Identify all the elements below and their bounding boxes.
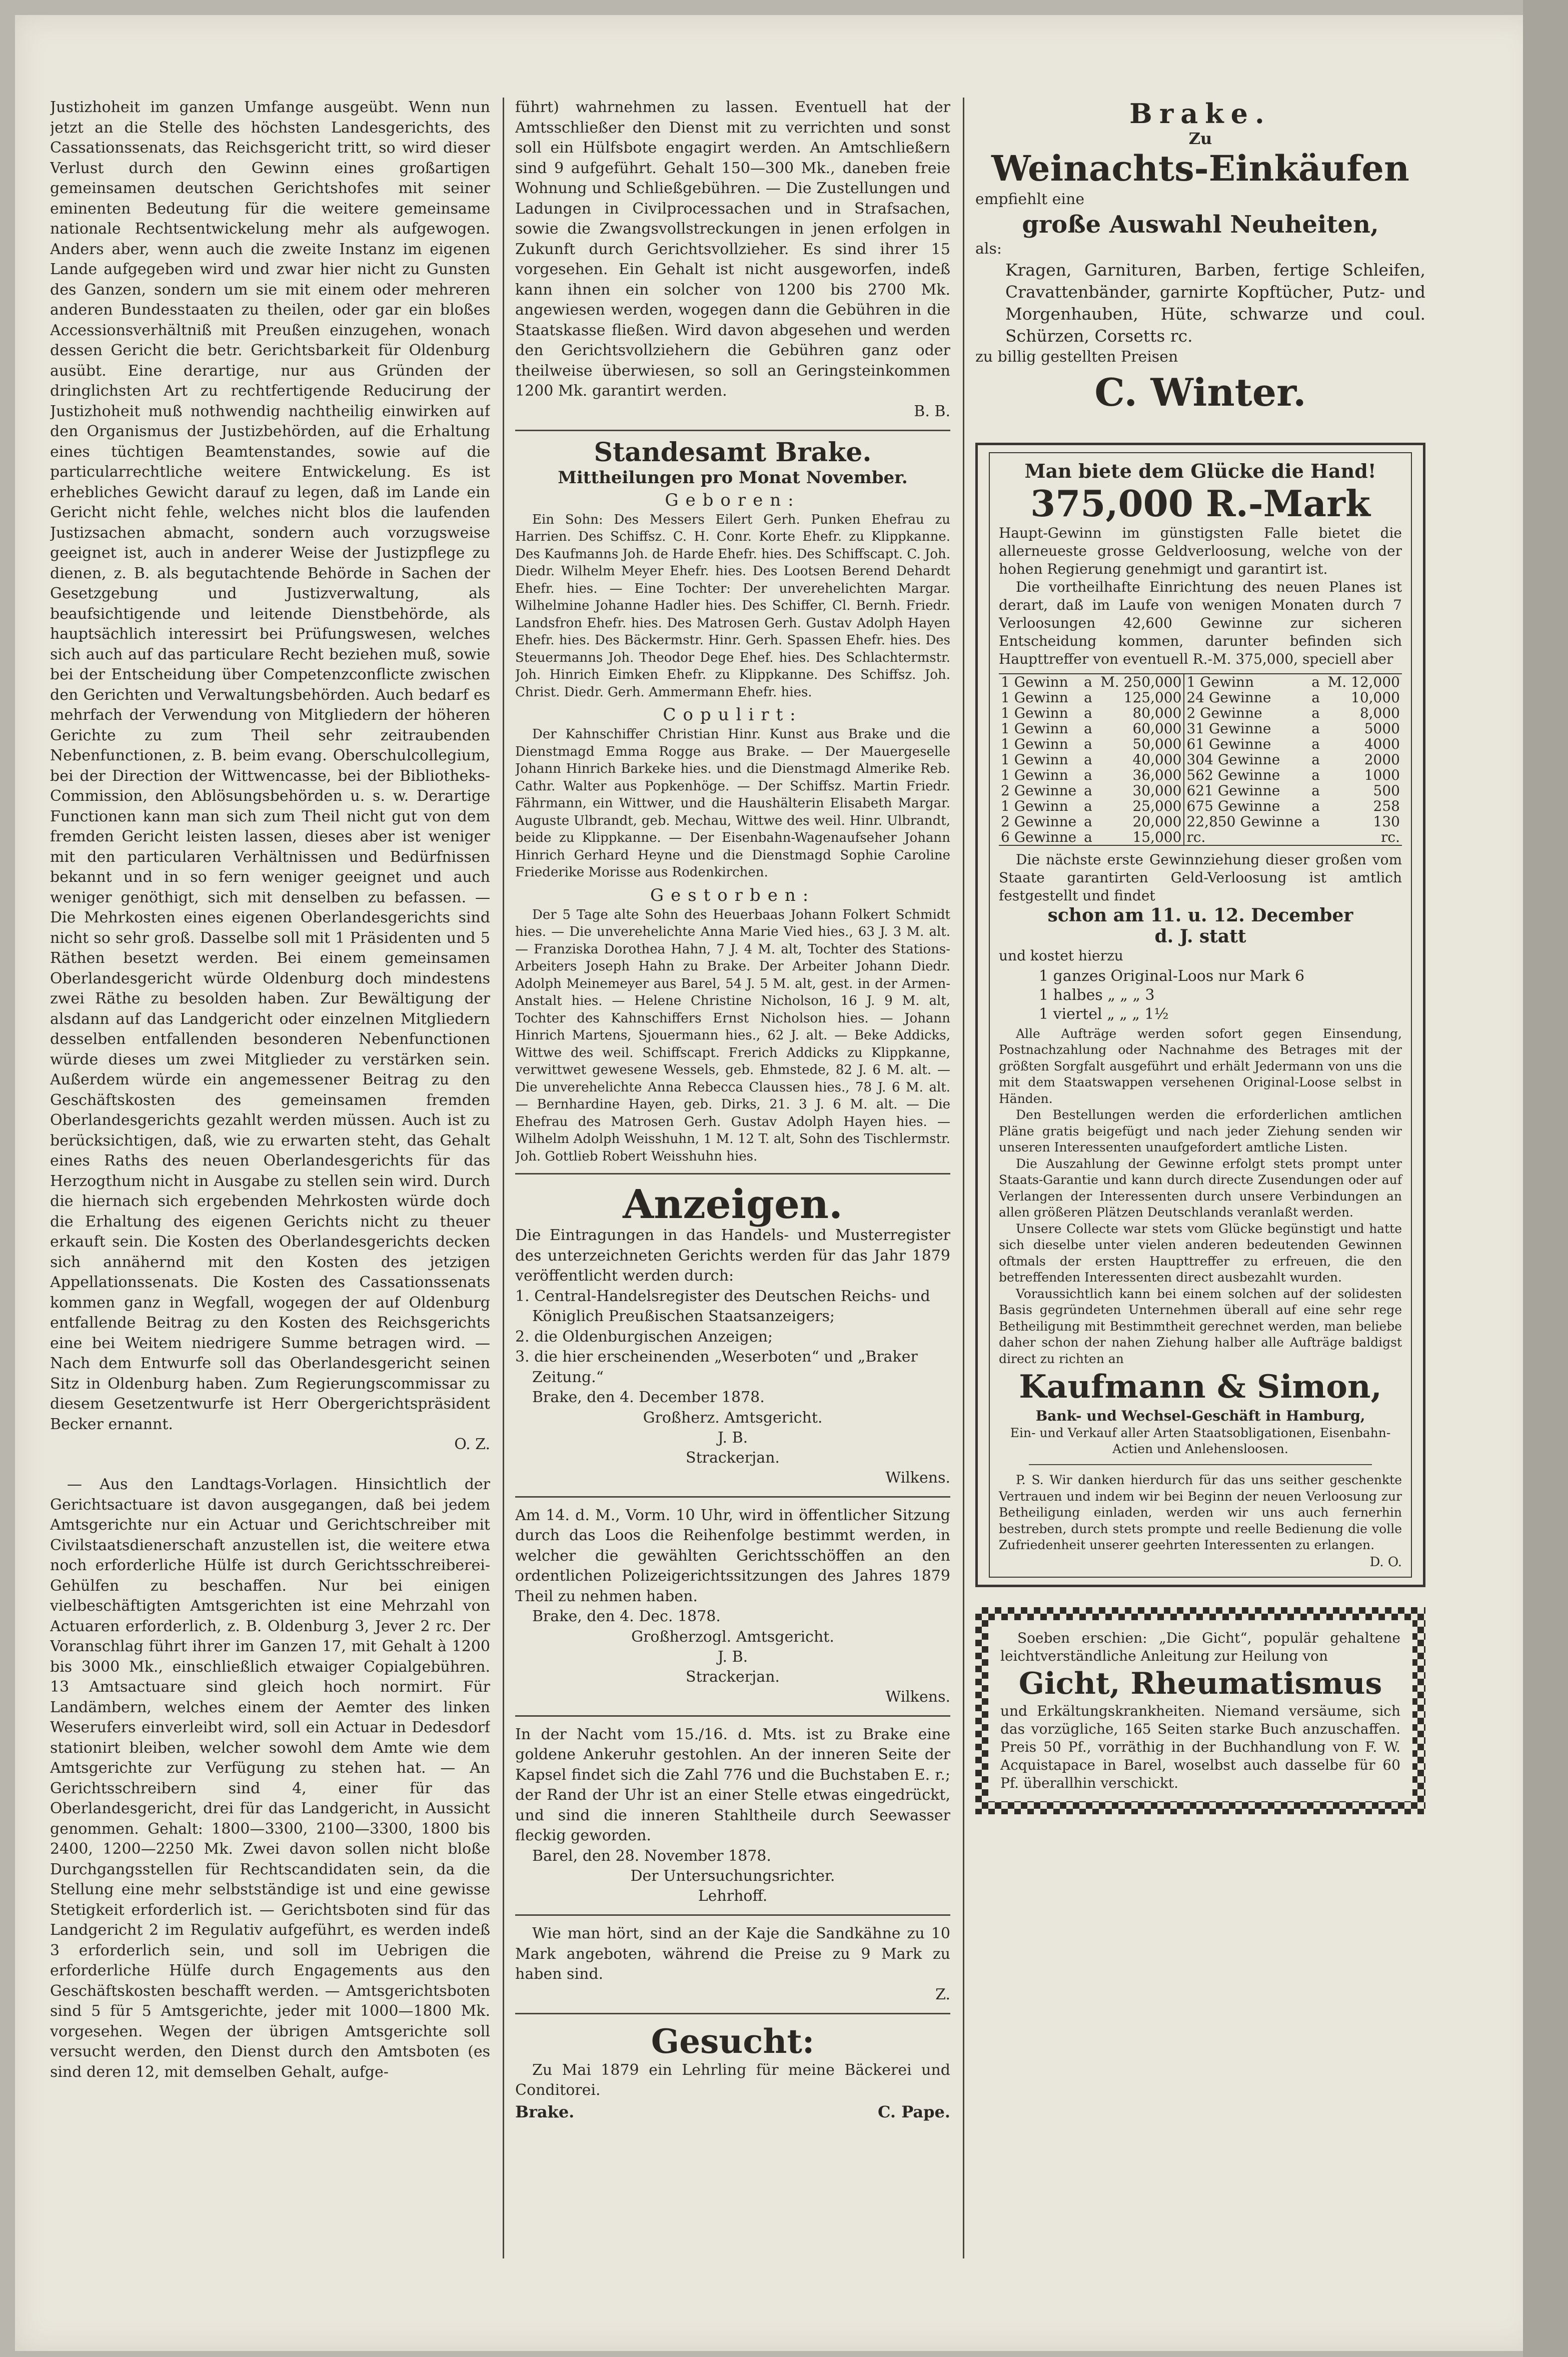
- ad-place-title: Brake.: [1129, 98, 1271, 130]
- prize-cell: 1 Gewinn: [1001, 766, 1068, 783]
- prize-cell: 562 Gewinne: [1184, 767, 1309, 783]
- ad-subheadline: große Auswahl Neuheiten,: [1022, 210, 1379, 239]
- gicht-title: Gicht, Rheumatismus: [1018, 1666, 1382, 1701]
- prize-row: [999, 829, 1402, 845]
- ad-title: Gesucht:: [651, 2021, 815, 2061]
- divider: [515, 430, 950, 431]
- prize-cell: 15,000: [1132, 828, 1182, 845]
- prize-cell: 500: [1373, 782, 1400, 799]
- article-signature: O. Z.: [454, 1436, 490, 1453]
- prize-table: [999, 673, 1402, 846]
- prize-cell: 2000: [1364, 751, 1400, 768]
- divider: [515, 1173, 950, 1174]
- ad-merchant-name: C. Winter.: [1094, 370, 1306, 415]
- section-title: Standesamt Brake.: [594, 437, 872, 468]
- column-rule: [503, 98, 504, 2258]
- prize-cell: a: [1084, 735, 1092, 752]
- section-title: Anzeigen.: [623, 1181, 843, 1228]
- prize-cell: 2 Gewinne: [1001, 813, 1077, 830]
- lottery-date: schon am 11. u. 12. December: [1047, 904, 1353, 926]
- notice-text: Der 5 Tage alte Sohn des Heuerbaas Johann Folkert Schmidt hies. — Die unverehelichte Anna Marie Vied hies., 63 J. 3 M. alt. — Franziska Dorothea Hahn, 7 J. 4 M. alt, Tochter des Stations-Arbeiters Joseph Hahn zu Brake. Der Arbeiter Johann Diedr. Adolph Meinemeyer aus Barel, 54 J. 5 M. alt, gest. in der Armen-Anstalt hies. — Helene Christine Nicholson, 16 J. 9 M. alt, Tochter des Kahnschiffers Ernst Nicholson hies. — Johann Hinrich Martens, Sjouermann hies., 62 J. alt. — Beke Addicks, Wittwe des weil. Schiffscapt. Frerich Addicks zu Klippkanne, verwittwet gewesene Wessels, geb. Ehmstede, 82 J. 6 M. alt. — Die unverehelichte Anna Rebecca Claussen hies., 78 J. 6 M. alt. — Bernhardine Hayen, geb. Dirks, 21. 3 J. 6 M. alt. — Die Ehefrau des Matrosen Gerh. Gustav Adolph Hayen hies. — Wilhelm Adolph Weisshuhn, 1 M. 12 T. alt, Sohn des Tischlermstr. Joh. Gottlieb Robert Weisshuhn hies.: [515, 907, 950, 1164]
- ad-text: als:: [975, 240, 1002, 258]
- prize-cell: 675 Gewinne: [1184, 798, 1309, 814]
- prize-row: [999, 674, 1402, 690]
- firm-subtitle: Bank- und Wechsel-Geschäft in Hamburg,: [1035, 1408, 1365, 1424]
- left-column: [50, 98, 490, 2082]
- lottery-headline: Man biete dem Glücke die Hand!: [1024, 459, 1376, 482]
- prize-cell: 2 Gewinne: [1184, 705, 1309, 721]
- prize-cell: a: [1311, 766, 1320, 783]
- prize-cell: a: [1084, 751, 1092, 768]
- firm-name: Kaufmann & Simon,: [1019, 1368, 1382, 1406]
- prize-cell: 2 Gewinne: [1001, 782, 1077, 799]
- prize-cell: a: [1311, 704, 1320, 721]
- subhead: Copulirt:: [663, 705, 803, 725]
- ad-zu: Zu: [1188, 129, 1212, 148]
- ad-text: empfiehlt eine: [975, 191, 1085, 208]
- ad-text: Zu Mai 1879 ein Lehrling für meine Bäckerei und Conditorei.: [515, 2061, 950, 2099]
- prize-cell: 1 Gewinn: [1001, 797, 1068, 814]
- ad-name: Wilkens.: [885, 1688, 950, 1706]
- prize-cell: rc.: [1184, 829, 1309, 845]
- prize-row: [999, 798, 1402, 814]
- ad-list-item: 1. Central-Handelsregister des Deutschen Reichs- und Königlich Preußischen Staatsanzeigers;: [515, 1287, 930, 1325]
- ad-text: zu billig gestellten Preisen: [975, 348, 1178, 366]
- prize-cell: 22,850 Gewinne: [1184, 814, 1309, 829]
- right-column: [975, 98, 1425, 1814]
- prize-cell: 1 Gewinn: [1001, 673, 1068, 690]
- ad-role: Der Untersuchungsrichter.: [630, 1867, 835, 1885]
- subhead: Gestorben:: [650, 885, 816, 905]
- ad-name: Wilkens.: [885, 1469, 950, 1487]
- gicht-ad: [975, 1607, 1425, 1814]
- article-text: Justizhoheit im ganzen Umfange ausgeübt. Wenn nun jetzt an die Stelle des höchsten Landesgerichts, des Cassationssenats, das Reichsgericht tritt, so wird dieser Verlust durch den Gewinn eines großartigen gemeinsamen deutschen Gerichtshofes mit seiner eminenten Bedeutung für die weitere gemeinsame nationale Rechtsentwickelung mehr als aufgewogen. Anders aber, wenn auch die zweite Instanz im eigenen Lande aufgegeben wird und zwar hier nicht zu Gunsten des Ganzen, sondern um sie mit einem oder mehreren anderen Bundesstaaten zu theilen, oder gar ein bloßes Accessionsverhältniß mit Preußen einzugehen, wonach dessen Gericht die betr. Gerichtsbarkeit für Oldenburg ausübt. Eine derartige, nur aus Gründen der dringlichsten Art zu rechtfertigende Reducirung der Justizhoheit muß nothwendig nachtheilig einwirken auf den Organismus der Justizbehörden, auf die Erhaltung eines tüchtigen Beamtenstandes, sowie auf die particularrechtliche weitere Entwickelung. Es ist erhebliches Gewicht darauf zu legen, daß im Lande ein Gericht nicht fehle, welches nicht blos die laufenden Justizsachen abmacht, sondern auch vorzugsweise geeignet ist, auch in anderer Weise der Justizpflege zu dienen, z. B. als begutachtende Behörde in Sachen der Gesetzgebung und Justizverwaltung, als beaufsichtigende und leitende Dienstbehörde, als hauptsächlich interessirt bei Prüfungswesen, welches sich auch auf das particulare Recht beziehen muß, sowie bei der Entscheidung über Competenzconflicte zwischen den Gerichten und Verwaltungsbehörden. Auch bedarf es mehrfach der Verwendung von Mitgliedern der höheren Gerichte zu zum Theil sehr zeitraubenden Nebenfunctionen, z. B. beim evang. Oberschulcollegium, bei der Direction der Wittwencasse, bei der Bibliotheks-Commission, den Ablösungsbehörden u. s. w. Derartige Functionen kann man sich zum Theil nicht gut von dem fremden Gericht leisten lassen, dieses aber ist weniger mit den particularen Verhältnissen und Bedürfnissen bekannt und in so fern weniger geeignet und auch weniger genöthigt, sich mit denselben zu befassen. — Die Mehrkosten eines eigenen Oberlandesgerichts sind nicht so sehr groß. Dasselbe soll mit 1 Präsidenten und 5 Räthen besetzt werden. Bei einem gemeinsamen Oberlandesgericht würde Oldenburg doch mindestens zwei Räthe zu besolden haben. Zur Bewältigung der alsdann auf das Landgericht oder einzelnen Mitgliedern desselben entfallenden besonderen Nebenfunctionen würde dieses um zwei Mitglieder zu verstärken sein. Außerdem würde ein angemessener Beitrag zu den Geschäftskosten des gemeinsamen fremden Oberlandesgerichts gezahlt werden müssen. Auch ist zu berücksichtigen, daß, wie zu erwarten steht, das Gehalt eines Raths des neuen Oberlandesgerichts für das Herzogthum nicht in Ausgabe zu stellen sein wird. Durch die hiernach sich ergebenden Mehrkosten würde doch die Erhaltung des eigenen Gerichts nicht zu theuer erkauft sein. Die Kosten des Oberlandesgerichts decken sich annähernd mit den Kosten des jetzigen Appellationssenats. Die Kosten des Cassationssenats kommen ganz in Wegfall, wogegen der auf Oldenburg entfallende Beitrag zu den Kosten des Reichsgerichts eine bei Weitem niedrigere Summe betragen wird. — Nach dem Entwurfe soll das Oberlandesgericht seinen Sitz in Oldenburg haben. Zum Regierungscommissar zu diesem Gesetzentwurfe ist Herr Obergerichtspräsident Becker ernannt.: [50, 99, 490, 1433]
- prize-cell: a: [1084, 766, 1092, 783]
- lottery-date-2: d. J. statt: [1154, 925, 1246, 947]
- notice-text: Ein Sohn: Des Messers Eilert Gerh. Punken Ehefrau zu Harrien. Des Schiffsz. C. H. Conr. Korte Ehefr. zu Klippkanne. Des Kaufmanns Joh. de Harde Ehefr. hies. Des Schiffscapt. C. Joh. Diedr. Wilhelm Meyer Ehefr. hies. Des Lootsen Berend Dehardt Ehefr. hies. — Eine Tochter: Der unverehelichten Margar. Wilhelmine Johanne Hadler hies. Des Schiffer, Cl. Bernh. Friedr. Landsfron Ehefr. hies. Des Matrosen Gerh. Gustav Adolph Hayen Ehefr. hies. Des Bäckermstr. Hinr. Gerh. Spassen Ehefr. hies. Des Steuermanns Joh. Theodor Dege Ehef. hies. Des Schlachtermstr. Joh. Hinrich Eimken Ehefr. zu Klippkanne. Des Schiffsz. Joh. Christ. Diedr. Gerh. Ammermann Ehefr. hies.: [515, 512, 950, 700]
- lottery-text: Die vortheilhafte Einrichtung des neuen Planes ist derart, daß im Laufe von wenigen Monaten durch 7 Verloosungen 42,600 Gewinne zur sicheren Entscheidung kommen, darunter befinden sich Haupttreffer von eventuell R.-M. 375,000, speciell aber: [999, 578, 1402, 667]
- prize-row: [999, 690, 1402, 705]
- ad-name: Strackerjan.: [686, 1449, 780, 1467]
- divider: [515, 1715, 950, 1717]
- price-line: 1 viertel „ „ „ 1½: [1039, 1005, 1169, 1023]
- prize-row: [999, 736, 1402, 752]
- prize-cell: a: [1084, 828, 1092, 845]
- prize-cell: a: [1311, 782, 1320, 799]
- ad-place: Brake.: [515, 2102, 575, 2121]
- ad-name: C. Pape.: [878, 2102, 950, 2121]
- ad-date: Brake, den 4. Dec. 1878.: [532, 1608, 721, 1625]
- prize-cell: [1309, 829, 1322, 845]
- lottery-ad: [975, 443, 1425, 1587]
- ad-text: Die Eintragungen in das Handels- und Musterregister des unterzeichneten Gerichts werden für das Jahr 1879 veröffentlicht werden durch:: [515, 1227, 950, 1285]
- prize-cell: 24 Gewinne: [1184, 690, 1309, 705]
- prize-cell: 31 Gewinne: [1184, 721, 1309, 736]
- divider: [515, 2013, 950, 2014]
- prize-cell: 304 Gewinne: [1184, 752, 1309, 767]
- gicht-text: und Erkältungskrankheiten. Niemand versäume, sich das vorzügliche, 165 Seiten starke Buch anzuschaffen. Preis 50 Pf., vorräthig in der Buchhandlung von F. W. Acquistapace in Barel, woselbst auch dasselbe für 60 Pf. überallhin verschickt.: [1000, 1702, 1400, 1791]
- ad-list: [515, 1287, 950, 1388]
- subhead: Geboren:: [665, 490, 801, 510]
- prize-cell: 1 Gewinn: [1001, 689, 1068, 706]
- gicht-intro: Soeben erschien: „Die Gicht“, populär gehaltene leichtverständliche Anleitung zur Heilung von: [1000, 1629, 1400, 1664]
- prize-cell: 130: [1373, 813, 1400, 830]
- prize-row: [999, 752, 1402, 767]
- prize-cell: 1 Gewinn: [1184, 674, 1309, 690]
- divider: [1029, 1464, 1372, 1465]
- page-edge: [1523, 0, 1568, 2357]
- lottery-text: Voraussichtlich kann bei einem solchen auf der solidesten Basis gegründeten Unternehmen überall auf eine sehr rege Betheiligung mit Bestimmtheit gerechnet werden, man beliebe daher schon der nahen Ziehung halber alle Aufträge baldigst direct zu richten an: [999, 1286, 1402, 1366]
- prize-row: [999, 783, 1402, 798]
- prize-cell: M. 12,000: [1327, 673, 1400, 690]
- lottery-text: Unsere Collecte war stets vom Glücke begünstigt und hatte sich dieselbe unter vielen anderen bedeutenden Gewinnen oftmals der ersten Haupttreffer zu erfreuen, die den betreffenden Interessenten direct ausbezahlt wurden.: [999, 1221, 1402, 1285]
- ad-headline: Weinachts-Einkäufen: [991, 148, 1409, 189]
- ad-signature: Z.: [935, 1985, 950, 2003]
- divider: [515, 1496, 950, 1498]
- ad-initials: J. B.: [717, 1648, 748, 1666]
- ad-list-item: 2. die Oldenburgischen Anzeigen;: [515, 1328, 773, 1346]
- prize-cell: 1 Gewinn: [1001, 735, 1068, 752]
- prize-cell: 50,000: [1132, 735, 1182, 752]
- prize-cell: a: [1084, 689, 1092, 706]
- lottery-text: Alle Aufträge werden sofort gegen Einsendung, Postnachzahlung oder Nachnahme des Betrages mit der größten Sorgfalt ausgeführt und erhält Jedermann von uns die mit dem Staatswappen versehenen Original-Loose selbst in Händen.: [999, 1026, 1402, 1106]
- ad-text: Wie man hört, sind an der Kaje die Sandkähne zu 10 Mark angeboten, während die Preise zu 9 Mark zu haben sind.: [515, 1925, 950, 1983]
- article-signature: B. B.: [914, 402, 950, 420]
- prize-cell: 5000: [1364, 720, 1400, 737]
- ad-name: Strackerjan.: [686, 1668, 780, 1686]
- divider: [515, 1914, 950, 1916]
- prize-cell: 25,000: [1132, 797, 1182, 814]
- prize-cell: a: [1311, 813, 1320, 830]
- article-text: führt) wahrnehmen zu lassen. Eventuell hat der Amtsschließer den Dienst mit zu verrichten und sonst soll ein Hülfsbote engagirt werden. An Amtschließern sind 9 aufgeführt. Gehalt 150—300 Mk., daneben freie Wohnung und Schließgebühren. — Die Zustellungen und Ladungen in Civilprocessachen und in Strafsachen, sowie die Zwangsvollstreckungen in jenen erfolgen in Zukunft durch Gerichtsvollzieher. Es sind ihrer 15 vorgesehen. Ein Gehalt ist nicht ausgeworfen, indeß kann ihnen ein solcher von 1200 bis 2700 Mk. angewiesen werden, wogegen dann die Gebühren in die Staatskasse fließen. Wird davon abgesehen und werden den Gerichtsvollziehern die Gebühren ganz oder theilweise überwiesen, so soll an Geringsteinkommen 1200 Mk. garantirt werden.: [515, 99, 950, 400]
- prize-cell: 40,000: [1132, 751, 1182, 768]
- ad-date: Brake, den 4. December 1878.: [532, 1389, 765, 1406]
- notice-text: Der Kahnschiffer Christian Hinr. Kunst aus Brake und die Dienstmagd Emma Rogge aus Brake. — Der Mauergeselle Johann Hinrich Barkeke hies. und die Dienstmagd Almerike Reb. Cathr. Walter aus Popkenhöge. — Der Schiffsz. Martin Friedr. Fährmann, ein Wittwer, und die Haushälterin Elisabeth Margar. Auguste Ulbrandt, geb. Mechau, Wittwe des weil. Hinr. Ulbrandt, beide zu Klippkanne. — Der Eisenbahn-Wagenaufseher Johann Hinrich Gerhard Heyne und die Dienstmagd Sophie Caroline Friederike Morisse aus Rodenkirchen.: [515, 727, 950, 880]
- prize-cell: a: [1084, 782, 1092, 799]
- ad-text: In der Nacht vom 15./16. d. Mts. ist zu Brake eine goldene Ankeruhr gestohlen. An der inneren Seite der Kapsel findet sich die Zahl 776 und die Buchstaben E. r.; der Rand der Uhr ist an einer Stelle etwas eingedrückt, und sind die inneren Stahltheile durch Seewasser fleckig geworden.: [515, 1725, 950, 1844]
- prize-cell: 10,000: [1351, 689, 1400, 706]
- ad-list-item: 3. die hier erscheinenden „Weserboten“ und „Braker Zeitung.“: [515, 1348, 918, 1386]
- price-list: [1039, 967, 1402, 1024]
- prize-cell: a: [1084, 704, 1092, 721]
- ad-court: Großherz. Amtsgericht.: [643, 1409, 823, 1427]
- lottery-text: Haupt-Gewinn im günstigsten Falle bietet die allerneueste grosse Geldverloosung, welche von der hohen Regierung genehmigt und garantirt ist.: [999, 524, 1402, 577]
- middle-column: [515, 98, 950, 2123]
- prize-cell: 1 Gewinn: [1001, 720, 1068, 737]
- prize-cell: 258: [1373, 797, 1400, 814]
- price-line: 1 halbes „ „ „ 3: [1039, 986, 1155, 1004]
- ad-text: Am 14. d. M., Vorm. 10 Uhr, wird in öffentlicher Sitzung durch das Loos die Reihenfolge bestimmt werden, in welcher die gewählten Gerichtsschöffen an den ordentlichen Polizeigerichtssitzungen des Jahres 1879 Theil zu nehmen haben.: [515, 1506, 950, 1605]
- prize-cell: 125,000: [1123, 689, 1182, 706]
- prize-cell: a: [1311, 720, 1320, 737]
- prize-row: [999, 814, 1402, 829]
- prize-cell: M. 250,000: [1100, 673, 1182, 690]
- prize-cell: a: [1311, 735, 1320, 752]
- prize-cell: 61 Gewinne: [1184, 736, 1309, 752]
- prize-row: [999, 721, 1402, 736]
- prize-cell: a: [1084, 673, 1092, 690]
- prize-cell: 30,000: [1132, 782, 1182, 799]
- prize-cell: 621 Gewinne: [1184, 783, 1309, 798]
- prize-cell: 20,000: [1132, 813, 1182, 830]
- lottery-amount: 375,000 R.-Mark: [1030, 482, 1370, 525]
- price-line: 1 ganzes Original-Loos nur Mark 6: [1039, 967, 1305, 985]
- prize-row: [999, 767, 1402, 783]
- prize-cell: a: [1311, 797, 1320, 814]
- prize-cell: a: [1311, 751, 1320, 768]
- lottery-text: und kostet hierzu: [999, 947, 1123, 964]
- prize-cell: a: [1311, 673, 1320, 690]
- lottery-text: Die Auszahlung der Gewinne erfolgt stets prompt unter Staats-Garantie und kann durch directe Zusendungen oder auf Verlangen der Interessenten durch unsere Verbindungen an allen größeren Plätzen Deutschlands veranlaßt werden.: [999, 1156, 1402, 1220]
- ad-court: Großherzogl. Amtsgericht.: [631, 1628, 834, 1646]
- prize-row: [999, 705, 1402, 721]
- prize-cell: 60,000: [1132, 720, 1182, 737]
- prize-cell: a: [1084, 797, 1092, 814]
- prize-cell: a: [1311, 689, 1320, 706]
- prize-cell: 1 Gewinn: [1001, 751, 1068, 768]
- lottery-ad-inner: [989, 452, 1412, 1578]
- prize-cell: 80,000: [1132, 704, 1182, 721]
- firm-subtitle-2: Ein- und Verkauf aller Arten Staatsobligationen, Eisenbahn-Actien und Anlehensloosen.: [1010, 1426, 1391, 1456]
- prize-cell: 1 Gewinn: [1001, 704, 1068, 721]
- prize-cell: rc.: [1381, 828, 1400, 845]
- prize-cell: 1000: [1364, 766, 1400, 783]
- ad-initials: J. B.: [717, 1429, 748, 1447]
- lottery-postscript: P. S. Wir danken hierdurch für das uns seither geschenkte Vertrauen und indem wir bei Beginn der neuen Verloosung zur Betheiligung einladen, werden wir uns auch fernerhin bestreben, durch stets prompte und reelle Bedienung die volle Zufriedenheit unserer geehrten Interessenten zu erlangen.: [999, 1473, 1402, 1552]
- article-text: — Aus den Landtags-Vorlagen. Hinsichtlich der Gerichtsactuare ist davon ausgegangen, daß bei jedem Amtsgerichte nur ein Actuar und Gerichtschreiber mit Civilstaatsdienerschaft anzustellen ist, die weitere etwa noch erforderliche Hülfe ist durch Gerichtsschreiberei-Gehülfen zu beschaffen. Nur bei einigen vielbeschäftigten Amtsgerichten ist eine Mehrzahl von Actuaren erforderlich, z. B. Oldenburg 3, Jever 2 rc. Der Voranschlag führt ihrer im Ganzen 17, mit Gehalt à 1200 bis 3000 Mk., einschließlich etwaiger Copialgebühren. 13 Amtsactuare sind gleich hoch normirt. Für Landämbern, welches einem der Aemter des linken Weserufers einverleibt wird, soll ein Actuar in Dedesdorf stationirt bleiben, welcher sowohl dem Amte wie dem Amtsgerichte zur Verfügung zu stehen hat. — An Gerichtsschreibern sind 4, einer für das Oberlandesgericht, drei für das Landgericht, in Aussicht genommen. Gehalt: 1800—3300, 2100—3300, 1800 bis 2400, 1200—2250 Mk. Zwei davon sollen nicht bloße Durchgangsstellen für Rechtscandidaten sein, da die Stellung eine mehr selbstständige ist und eine gewisse Stetigkeit erforderlich ist. — Gerichtsboten sind für das Landgericht 2 im Regulativ aufgeführt, es werden indeß 3 erforderlich sein, und soll im Uebrigen die erforderliche Hülfe durch Engagements aus den Geschäftskosten beschafft werden. — Amtsgerichtsboten sind 5 für 5 Amtsgerichte, jeder mit 1000—1800 Mk. vorgesehen. Wegen der übrigen Amtsgerichte soll versucht werden, den Dienst durch den Amtsboten (es sind deren 12, mit demselben Gehalt, aufge-: [50, 1476, 490, 2081]
- prize-cell: 36,000: [1132, 766, 1182, 783]
- ad-date: Barel, den 28. November 1878.: [532, 1847, 771, 1865]
- column-rule: [963, 98, 964, 2258]
- section-subtitle: Mittheilungen pro Monat November.: [558, 467, 908, 488]
- ad-signature-row: [515, 2101, 950, 2123]
- prize-cell: 8,000: [1359, 704, 1400, 721]
- ad-items: Kragen, Garnituren, Barben, fertige Schleifen, Cravattenbänder, garnirte Kopftücher, Putz- und Morgenhauben, Hüte, schwarze und coul. Schürzen, Corsetts rc.: [1005, 260, 1425, 346]
- prize-cell: a: [1084, 720, 1092, 737]
- ad-name: Lehrhoff.: [698, 1887, 768, 1905]
- prize-cell: a: [1084, 813, 1092, 830]
- prize-cell: 4000: [1364, 735, 1400, 752]
- lottery-text: Die nächste erste Gewinnziehung dieser großen vom Staate garantirten Geld-Verloosung ist amtlich festgestellt und findet: [999, 851, 1402, 904]
- lottery-text: Den Bestellungen werden die erforderlichen amtlichen Pläne gratis beigefügt und nach jeder Ziehung senden wir unseren Interessenten unaufgefordert amtliche Listen.: [999, 1107, 1402, 1154]
- lottery-signature: D. O.: [1369, 1554, 1402, 1570]
- prize-cell: 6 Gewinne: [1001, 828, 1077, 845]
